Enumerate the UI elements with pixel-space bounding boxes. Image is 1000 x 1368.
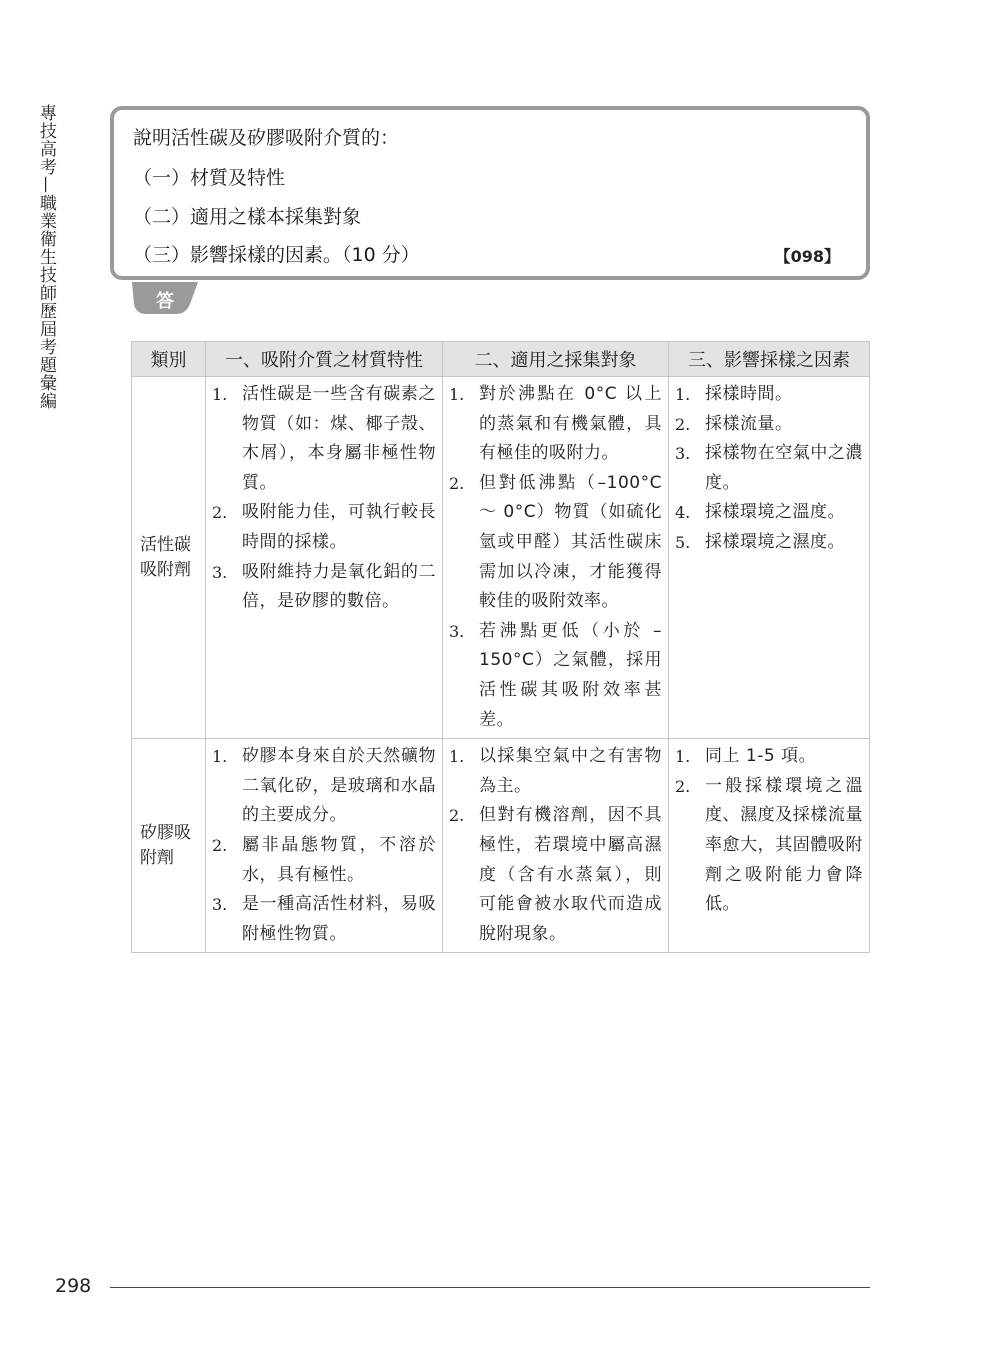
- content-cell: [443, 377, 669, 739]
- list-item: [675, 410, 863, 440]
- item-text: 對於沸點在 0°C 以上的蒸氣和有機氣體，具有極佳的吸附力。: [479, 384, 662, 464]
- content-cell: [443, 739, 669, 953]
- list-item: [449, 469, 662, 617]
- answer-table: [131, 341, 870, 953]
- list-item: [449, 380, 662, 469]
- footer-rule: [110, 1287, 870, 1288]
- list-item: [212, 498, 436, 557]
- table-header-row: [132, 342, 870, 377]
- item-text: 一般採樣環境之溫度、濕度及採樣流量率愈大，其固體吸附劑之吸附能力會降低。: [705, 775, 863, 915]
- item-number: 2.: [212, 503, 228, 523]
- item-number: 1.: [449, 385, 465, 404]
- item-text: 採樣時間。: [705, 384, 793, 404]
- item-number: 1.: [449, 747, 465, 767]
- item-number: 2.: [675, 776, 691, 796]
- item-text: 若沸點更低（小於 –150°C）之氣體，採用活性碳其吸附效率甚差。: [479, 620, 662, 730]
- header-target: 二、適用之採集對象: [443, 342, 669, 377]
- item-text: 採樣環境之溫度。: [705, 502, 845, 523]
- table-row: [132, 377, 870, 739]
- item-list: [212, 380, 436, 617]
- item-text: 但對低沸點（–100°C ～ 0°C）物質（如硫化氫或甲醛）其活性碳床需加以冷凍，才能獲得較佳的吸附效率。: [479, 472, 662, 612]
- question-part-3: （三）影響採樣的因素。（10 分）: [133, 244, 420, 266]
- item-text: 採樣物在空氣中之濃度。: [705, 443, 863, 493]
- item-number: 3.: [212, 562, 228, 582]
- list-item: [212, 742, 436, 831]
- content-cell: [669, 739, 870, 953]
- item-text: 吸附能力佳，可執行較長時間的採樣。: [242, 502, 436, 552]
- item-text: 屬非晶態物質，不溶於水，具有極性。: [242, 834, 436, 885]
- item-number: 3.: [449, 621, 465, 641]
- header-category: 類別: [132, 342, 206, 377]
- list-item: [212, 380, 436, 498]
- book-side-title: 專技高考—職業衛生技師歷屆考題彙編: [36, 104, 56, 410]
- item-text: 吸附維持力是氧化鋁的二倍，是矽膠的數倍。: [242, 561, 436, 612]
- item-text: 但對有機溶劑，因不具極性，若環境中屬高濕度（含有水蒸氣），則可能會被水取代而造成脫附現象。: [479, 805, 662, 944]
- item-number: 4.: [675, 503, 691, 523]
- list-item: [675, 772, 863, 920]
- header-factors: 三、影響採樣之因素: [669, 342, 870, 377]
- content-cell: [669, 377, 870, 739]
- item-number: 2.: [675, 414, 691, 434]
- item-list: [675, 742, 863, 920]
- item-text: 活性碳是一些含有碳素之物質（如：煤、椰子殼、木屑），本身屬非極性物質。: [242, 384, 436, 493]
- item-number: 1.: [212, 385, 228, 404]
- item-text: 以採集空氣中之有害物為主。: [479, 746, 662, 796]
- item-list: [449, 380, 662, 735]
- item-number: 1.: [675, 385, 691, 404]
- list-item: [675, 498, 863, 528]
- list-item: [449, 801, 662, 949]
- item-number: 3.: [675, 444, 691, 464]
- list-item: [675, 380, 863, 410]
- item-number: 2.: [449, 806, 465, 826]
- answer-tab: [132, 282, 198, 314]
- list-item: [449, 617, 662, 735]
- list-item: [675, 528, 863, 558]
- list-item: [449, 742, 662, 801]
- question-part-1: （一）材質及特性: [133, 167, 286, 189]
- content-cell: [206, 377, 443, 739]
- item-list: [675, 380, 863, 558]
- category-cell: 矽膠吸附劑: [132, 739, 206, 953]
- list-item: [212, 558, 436, 617]
- item-number: 3.: [212, 895, 228, 915]
- item-text: 採樣流量。: [705, 413, 793, 434]
- item-number: 1.: [212, 747, 228, 767]
- exam-year-tag: 【098】: [774, 247, 840, 266]
- item-text: 矽膠本身來自於天然礦物二氧化矽，是玻璃和水晶的主要成分。: [242, 746, 436, 826]
- item-number: 5.: [675, 532, 691, 552]
- list-item: [212, 831, 436, 890]
- item-list: [449, 742, 662, 949]
- page-number: 298: [55, 1275, 92, 1297]
- answer-label: 答: [156, 291, 174, 312]
- content-cell: [206, 739, 443, 953]
- header-material: 一、吸附介質之材質特性: [206, 342, 443, 377]
- item-number: 2.: [449, 473, 465, 493]
- item-text: 採樣環境之濕度。: [705, 531, 845, 552]
- question-part-2: （二）適用之樣本採集對象: [133, 206, 362, 228]
- item-text: 是一種高活性材料，易吸附極性物質。: [242, 894, 436, 944]
- list-item: [212, 890, 436, 949]
- item-list: [212, 742, 436, 949]
- table-row: [132, 739, 870, 953]
- item-number: 2.: [212, 835, 228, 855]
- category-cell: 活性碳吸附劑: [132, 377, 206, 739]
- item-number: 1.: [675, 747, 691, 767]
- question-prompt: 說明活性碳及矽膠吸附介質的：: [133, 127, 400, 149]
- list-item: [675, 439, 863, 498]
- question-box: [110, 106, 870, 280]
- item-text: 同上 1-5 項。: [705, 746, 817, 767]
- list-item: [675, 742, 863, 772]
